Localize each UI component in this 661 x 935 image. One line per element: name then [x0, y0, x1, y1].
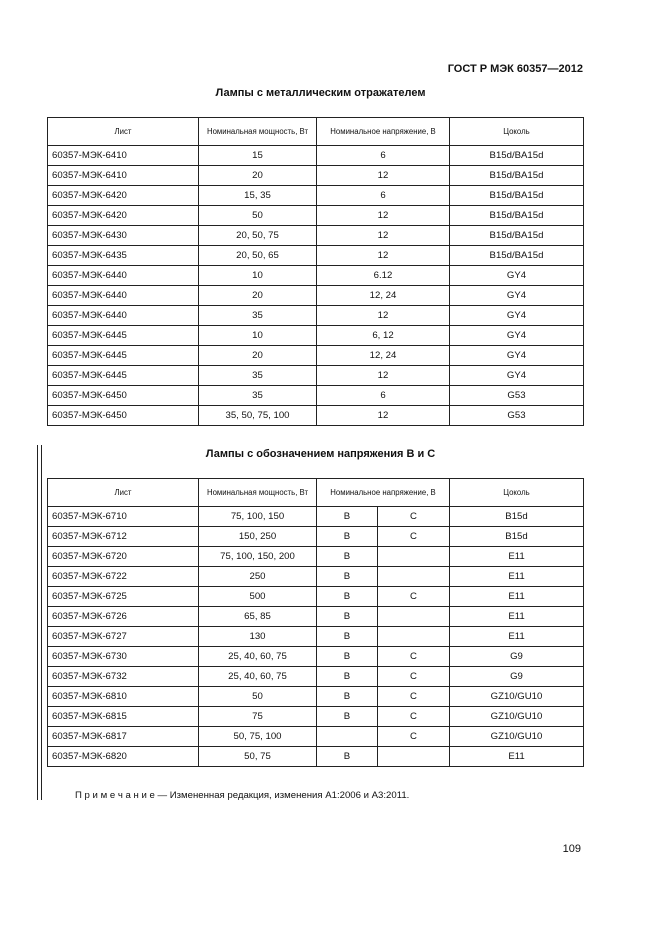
- cell-sheet: 60357-МЭК-6445: [48, 346, 199, 366]
- cell-power: 50: [199, 687, 317, 707]
- cell-sheet: 60357-МЭК-6445: [48, 326, 199, 346]
- table-row: [48, 607, 584, 627]
- cell-power: 20: [199, 346, 317, 366]
- table-row: [48, 406, 584, 426]
- cell-power: 50, 75: [199, 747, 317, 767]
- cell-cap: E11: [450, 627, 584, 647]
- cell-voltage: 12: [317, 246, 450, 266]
- cell-sheet: 60357-МЭК-6722: [48, 567, 199, 587]
- cell-voltage-b: В: [317, 627, 378, 647]
- cell-voltage: 12, 24: [317, 286, 450, 306]
- change-bar-marker: [37, 445, 42, 800]
- cell-sheet: 60357-МЭК-6732: [48, 667, 199, 687]
- cell-power: 500: [199, 587, 317, 607]
- column-header-voltage: Номинальное напряжение, В: [317, 479, 450, 507]
- cell-voltage: 12: [317, 226, 450, 246]
- table-row: [48, 667, 584, 687]
- cell-cap: GY4: [450, 266, 584, 286]
- cell-voltage-c: С: [378, 527, 450, 547]
- cell-cap: G9: [450, 647, 584, 667]
- table-row: [48, 326, 584, 346]
- cell-sheet: 60357-МЭК-6440: [48, 286, 199, 306]
- cell-cap: B15d/BA15d: [450, 246, 584, 266]
- cell-voltage: 12: [317, 166, 450, 186]
- cell-sheet: 60357-МЭК-6450: [48, 386, 199, 406]
- document-standard-header: ГОСТ Р МЭК 60357—2012: [447, 63, 583, 75]
- cell-sheet: 60357-МЭК-6817: [48, 727, 199, 747]
- cell-sheet: 60357-МЭК-6710: [48, 507, 199, 527]
- cell-cap: E11: [450, 567, 584, 587]
- cell-power: 75, 100, 150: [199, 507, 317, 527]
- table-row: [48, 386, 584, 406]
- cell-power: 10: [199, 266, 317, 286]
- cell-voltage-c: С: [378, 507, 450, 527]
- cell-power: 35: [199, 366, 317, 386]
- table-row: [48, 547, 584, 567]
- cell-sheet: 60357-МЭК-6730: [48, 647, 199, 667]
- cell-voltage: 12: [317, 306, 450, 326]
- column-header-sheet: Лист: [48, 479, 199, 507]
- cell-cap: GY4: [450, 306, 584, 326]
- cell-cap: B15d/BA15d: [450, 166, 584, 186]
- cell-sheet: 60357-МЭК-6410: [48, 146, 199, 166]
- table-note: П р и м е ч а н и е — Измененная редакция, изменения А1:2006 и А3:2011.: [75, 790, 410, 801]
- cell-voltage-b: В: [317, 547, 378, 567]
- cell-voltage-b: В: [317, 667, 378, 687]
- voltage-designation-lamps-table: [47, 478, 584, 767]
- table-row: [48, 687, 584, 707]
- cell-voltage-b: [317, 727, 378, 747]
- table-header-row: [48, 479, 584, 507]
- cell-power: 250: [199, 567, 317, 587]
- cell-voltage-c: С: [378, 667, 450, 687]
- cell-sheet: 60357-МЭК-6420: [48, 206, 199, 226]
- cell-power: 75, 100, 150, 200: [199, 547, 317, 567]
- cell-power: 35, 50, 75, 100: [199, 406, 317, 426]
- cell-sheet: 60357-МЭК-6440: [48, 266, 199, 286]
- cell-power: 20, 50, 75: [199, 226, 317, 246]
- cell-voltage-c: С: [378, 587, 450, 607]
- cell-cap: B15d/BA15d: [450, 226, 584, 246]
- column-header-power: Номинальная мощность, Вт: [199, 479, 317, 507]
- cell-voltage: 12, 24: [317, 346, 450, 366]
- table2-title: Лампы с обозначением напряжения В и С: [205, 448, 436, 460]
- cell-power: 130: [199, 627, 317, 647]
- cell-power: 50: [199, 206, 317, 226]
- cell-power: 150, 250: [199, 527, 317, 547]
- table-row: [48, 186, 584, 206]
- table-row: [48, 286, 584, 306]
- cell-sheet: 60357-МЭК-6445: [48, 366, 199, 386]
- cell-sheet: 60357-МЭК-6815: [48, 707, 199, 727]
- table-header-row: [48, 118, 584, 146]
- table-row: [48, 146, 584, 166]
- table-row: [48, 366, 584, 386]
- cell-voltage-b: В: [317, 647, 378, 667]
- table-row: [48, 627, 584, 647]
- table-row: [48, 747, 584, 767]
- cell-voltage-c: [378, 747, 450, 767]
- cell-cap: B15d/BA15d: [450, 206, 584, 226]
- cell-cap: GY4: [450, 366, 584, 386]
- cell-voltage-c: С: [378, 687, 450, 707]
- cell-voltage-b: В: [317, 607, 378, 627]
- table-row: [48, 206, 584, 226]
- cell-cap: GY4: [450, 286, 584, 306]
- cell-cap: B15d/BA15d: [450, 186, 584, 206]
- table-row: [48, 306, 584, 326]
- cell-voltage: 6: [317, 386, 450, 406]
- cell-sheet: 60357-МЭК-6440: [48, 306, 199, 326]
- cell-voltage: 6.12: [317, 266, 450, 286]
- cell-power: 50, 75, 100: [199, 727, 317, 747]
- cell-voltage: 12: [317, 406, 450, 426]
- cell-voltage: 12: [317, 366, 450, 386]
- cell-cap: G53: [450, 406, 584, 426]
- cell-cap: GY4: [450, 326, 584, 346]
- cell-voltage-b: В: [317, 747, 378, 767]
- table-row: [48, 647, 584, 667]
- cell-sheet: 60357-МЭК-6725: [48, 587, 199, 607]
- cell-power: 25, 40, 60, 75: [199, 647, 317, 667]
- cell-power: 10: [199, 326, 317, 346]
- cell-voltage-c: [378, 567, 450, 587]
- column-header-sheet: Лист: [48, 118, 199, 146]
- cell-voltage: 12: [317, 206, 450, 226]
- cell-voltage-c: С: [378, 647, 450, 667]
- cell-power: 35: [199, 386, 317, 406]
- cell-sheet: 60357-МЭК-6410: [48, 166, 199, 186]
- cell-voltage-c: [378, 607, 450, 627]
- cell-voltage-c: С: [378, 727, 450, 747]
- metal-reflector-lamps-table: [47, 117, 584, 426]
- cell-cap: G53: [450, 386, 584, 406]
- cell-voltage-b: В: [317, 527, 378, 547]
- cell-sheet: 60357-МЭК-6810: [48, 687, 199, 707]
- cell-power: 20: [199, 166, 317, 186]
- cell-voltage-c: [378, 547, 450, 567]
- cell-sheet: 60357-МЭК-6430: [48, 226, 199, 246]
- cell-voltage-b: В: [317, 687, 378, 707]
- column-header-voltage: Номинальное напряжение, В: [317, 118, 450, 146]
- cell-power: 20, 50, 65: [199, 246, 317, 266]
- cell-sheet: 60357-МЭК-6720: [48, 547, 199, 567]
- cell-sheet: 60357-МЭК-6420: [48, 186, 199, 206]
- cell-cap: E11: [450, 747, 584, 767]
- cell-voltage-c: [378, 627, 450, 647]
- cell-power: 35: [199, 306, 317, 326]
- table-row: [48, 567, 584, 587]
- cell-sheet: 60357-МЭК-6726: [48, 607, 199, 627]
- cell-voltage: 6, 12: [317, 326, 450, 346]
- cell-cap: B15d: [450, 527, 584, 547]
- table-row: [48, 707, 584, 727]
- cell-cap: G9: [450, 667, 584, 687]
- cell-voltage: 6: [317, 186, 450, 206]
- cell-power: 75: [199, 707, 317, 727]
- cell-sheet: 60357-МЭК-6820: [48, 747, 199, 767]
- cell-voltage-b: В: [317, 707, 378, 727]
- cell-sheet: 60357-МЭК-6712: [48, 527, 199, 547]
- cell-sheet: 60357-МЭК-6450: [48, 406, 199, 426]
- cell-cap: GZ10/GU10: [450, 687, 584, 707]
- table-row: [48, 226, 584, 246]
- cell-voltage: 6: [317, 146, 450, 166]
- cell-cap: GZ10/GU10: [450, 707, 584, 727]
- table-row: [48, 587, 584, 607]
- table-row: [48, 346, 584, 366]
- table-row: [48, 246, 584, 266]
- cell-voltage-b: В: [317, 507, 378, 527]
- table-row: [48, 727, 584, 747]
- table1-title: Лампы с металлическим отражателем: [215, 87, 426, 99]
- cell-power: 25, 40, 60, 75: [199, 667, 317, 687]
- page-number: 109: [562, 843, 581, 855]
- column-header-cap: Цоколь: [450, 118, 584, 146]
- cell-cap: E11: [450, 547, 584, 567]
- cell-cap: B15d/BA15d: [450, 146, 584, 166]
- column-header-power: Номинальная мощность, Вт: [199, 118, 317, 146]
- table-row: [48, 166, 584, 186]
- table-row: [48, 266, 584, 286]
- cell-cap: B15d: [450, 507, 584, 527]
- cell-cap: GY4: [450, 346, 584, 366]
- column-header-cap: Цоколь: [450, 479, 584, 507]
- cell-power: 20: [199, 286, 317, 306]
- cell-power: 15: [199, 146, 317, 166]
- cell-voltage-c: С: [378, 707, 450, 727]
- cell-voltage-b: В: [317, 567, 378, 587]
- cell-voltage-b: В: [317, 587, 378, 607]
- cell-cap: GZ10/GU10: [450, 727, 584, 747]
- table-row: [48, 527, 584, 547]
- table-row: [48, 507, 584, 527]
- cell-cap: E11: [450, 607, 584, 627]
- cell-sheet: 60357-МЭК-6435: [48, 246, 199, 266]
- cell-cap: E11: [450, 587, 584, 607]
- cell-power: 15, 35: [199, 186, 317, 206]
- cell-power: 65, 85: [199, 607, 317, 627]
- cell-sheet: 60357-МЭК-6727: [48, 627, 199, 647]
